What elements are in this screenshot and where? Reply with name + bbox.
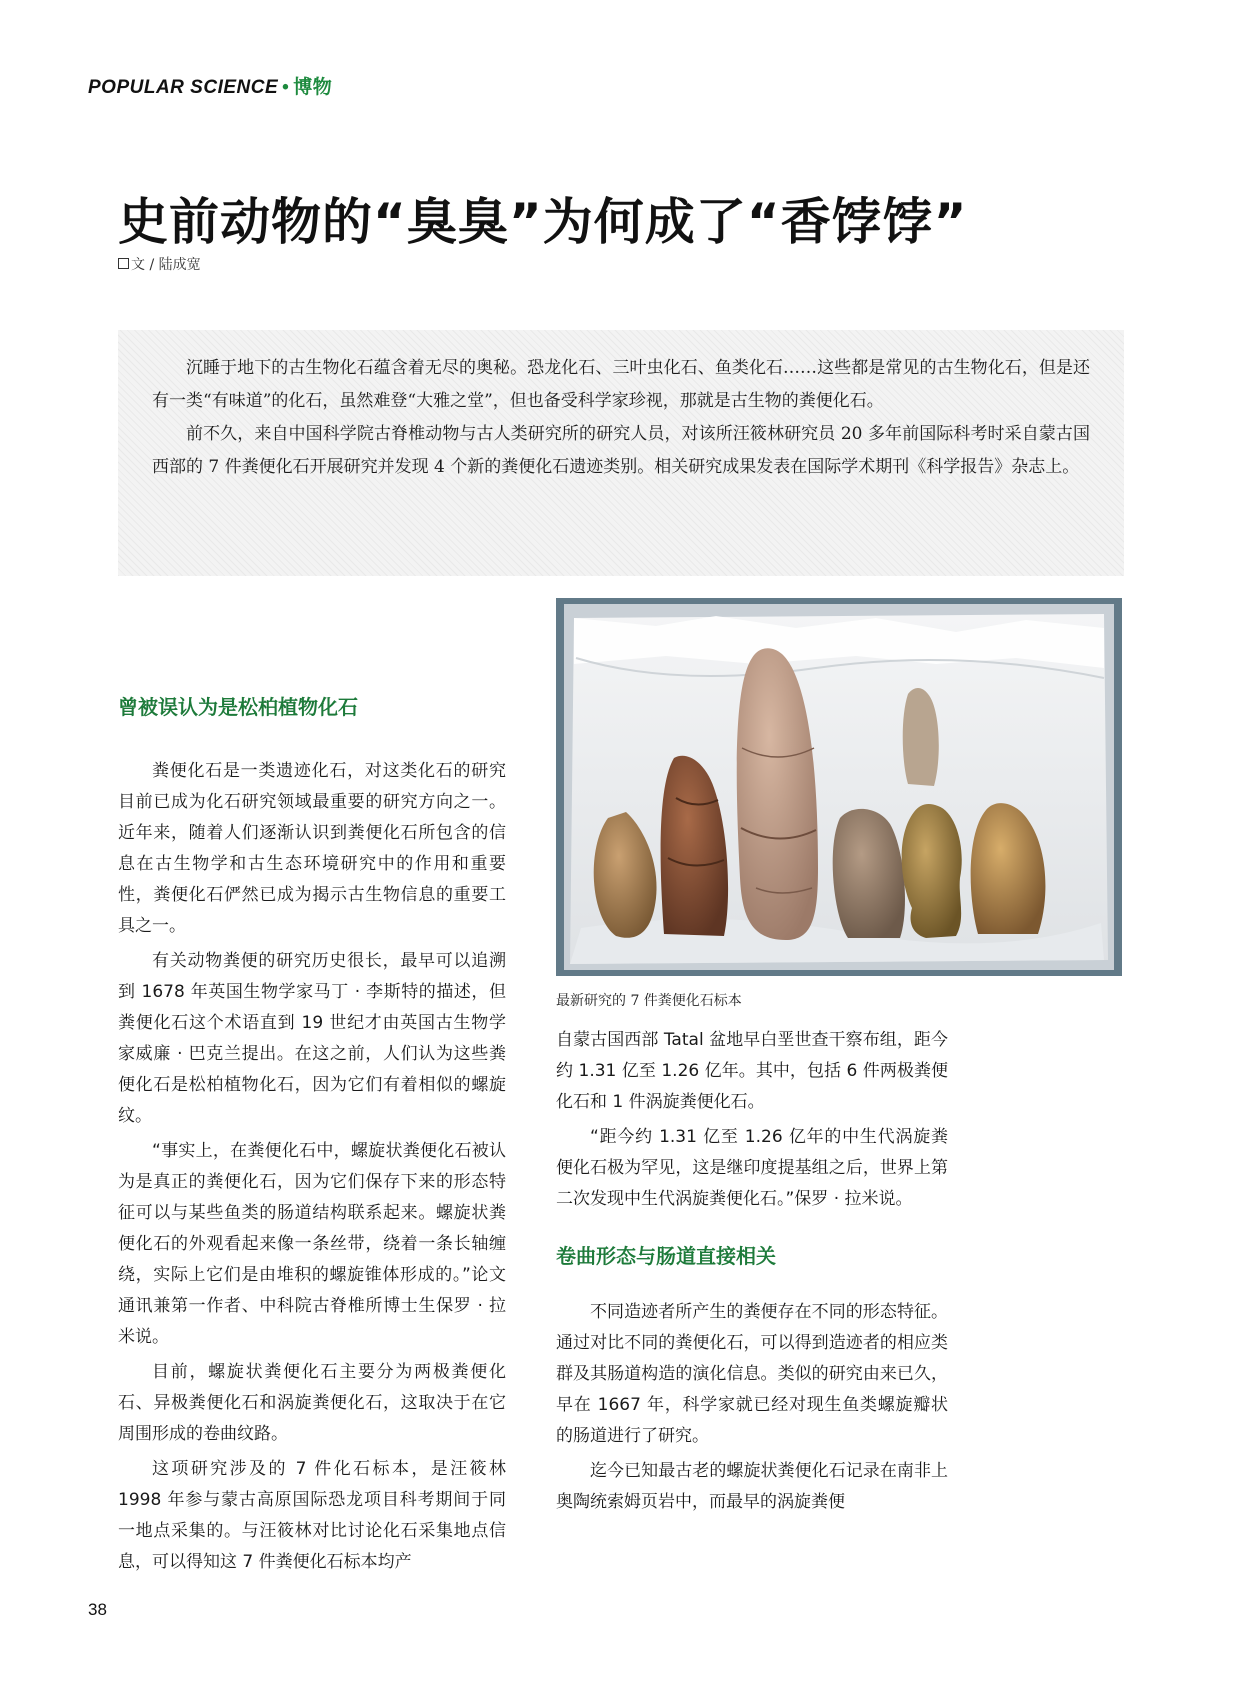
- intro-paragraph: 前不久，来自中国科学院古脊椎动物与古人类研究所的研究人员，对该所汪筱林研究员 20 多年前国际科考时采自蒙古国西部的 7 件粪便化石开展研究并发现 4 个新的粪便化石遗迹类别。相关研究成果发表在国际学术期刊《科学报告》杂志上。: [152, 424, 1090, 477]
- header-separator: •: [282, 77, 290, 98]
- body-paragraph: “距今约 1.31 亿至 1.26 亿年的中生代涡旋粪便化石极为罕见，这是继印度提基组之后，世界上第二次发现中生代涡旋粪便化石。”保罗 · 拉米说。: [556, 1127, 948, 1209]
- left-column: [118, 680, 506, 1582]
- fossil-photo: [556, 598, 1122, 976]
- body-paragraph: 自蒙古国西部 Tatal 盆地早白垩世查干察布组，距今约 1.31 亿至 1.26 亿年。其中，包括 6 件两极粪便化石和 1 件涡旋粪便化石。: [556, 1030, 948, 1112]
- byline-box-icon: [118, 258, 129, 269]
- byline-text: 文 / 陆成宽: [131, 257, 201, 273]
- article-title: 史前动物的“臭臭”为何成了“香饽饽”: [118, 193, 968, 251]
- intro-box: [118, 330, 1124, 576]
- photo-caption: 最新研究的 7 件粪便化石标本: [556, 993, 742, 1009]
- magazine-header: [88, 72, 332, 99]
- byline: [118, 254, 201, 274]
- intro-paragraph: 沉睡于地下的古生物化石蕴含着无尽的奥秘。恐龙化石、三叶虫化石、鱼类化石……这些都是常见的古生物化石，但是还有一类“有味道”的化石，虽然难登“大雅之堂”，但也备受科学家珍视，那就是古生物的粪便化石。: [152, 358, 1090, 411]
- body-paragraph: 目前，螺旋状粪便化石主要分为两极粪便化石、异极粪便化石和涡旋粪便化石，这取决于在它周围形成的卷曲纹路。: [118, 1362, 506, 1444]
- body-paragraph: 迄今已知最古老的螺旋状粪便化石记录在南非上奥陶统索姆页岩中，而最早的涡旋粪便: [556, 1461, 948, 1512]
- fossil-specimens-image: [556, 598, 1122, 976]
- body-paragraph: 粪便化石是一类遗迹化石，对这类化石的研究目前已成为化石研究领域最重要的研究方向之一。近年来，随着人们逐渐认识到粪便化石所包含的信息在古生物学和古生态环境研究中的作用和重要性，粪便化石俨然已成为揭示古生物信息的重要工具之一。: [118, 761, 506, 936]
- right-column: [556, 1025, 948, 1522]
- page-number: 38: [88, 1600, 107, 1619]
- body-paragraph: “事实上，在粪便化石中，螺旋状粪便化石被认为是真正的粪便化石，因为它们保存下来的形态特征可以与某些鱼类的肠道结构联系起来。螺旋状粪便化石的外观看起来像一条丝带，绕着一条长轴缠绕，实际上它们是由堆积的螺旋锥体形成的。”论文通讯兼第一作者、中科院古脊椎所博士生保罗 · 拉米说。: [118, 1141, 506, 1347]
- magazine-name: POPULAR SCIENCE: [88, 77, 279, 98]
- body-paragraph: 不同造迹者所产生的粪便存在不同的形态特征。通过对比不同的粪便化石，可以得到造迹者的相应类群及其肠道构造的演化信息。类似的研究由来已久，早在 1667 年，科学家就已经对现生鱼类螺旋瓣状的肠道进行了研究。: [556, 1302, 948, 1446]
- section-heading: 卷曲形态与肠道直接相关: [556, 1244, 776, 1268]
- section-name: 博物: [293, 77, 333, 98]
- body-paragraph: 有关动物粪便的研究历史很长，最早可以追溯到 1678 年英国生物学家马丁 · 李斯特的描述，但粪便化石这个术语直到 19 世纪才由英国古生物学家威廉 · 巴克兰提出。在这之前，人们认为这些粪便化石是松柏植物化石，因为它们有着相似的螺旋纹。: [118, 951, 506, 1126]
- section-heading: 曾被误认为是松柏植物化石: [118, 695, 358, 719]
- body-paragraph: 这项研究涉及的 7 件化石标本，是汪筱林 1998 年参与蒙古高原国际恐龙项目科考期间于同一地点采集的。与汪筱林对比讨论化石采集地点信息，可以得知这 7 件粪便化石标本均产: [118, 1459, 506, 1572]
